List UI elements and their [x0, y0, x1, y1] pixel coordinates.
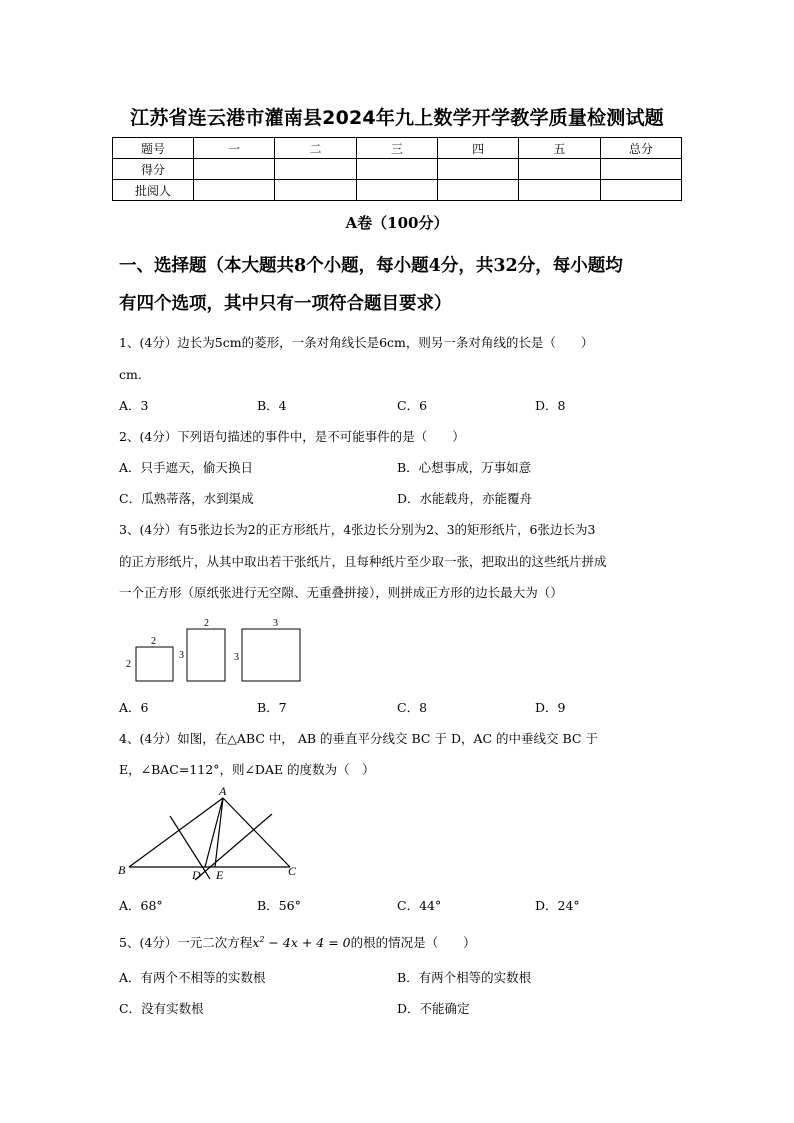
- option-c: C．6: [397, 398, 428, 413]
- question-1-text-cont: cm.: [119, 367, 142, 382]
- option-d: D．水能载舟，亦能覆舟: [397, 491, 533, 506]
- table-cell: [356, 180, 437, 201]
- table-cell: 批阅人: [113, 180, 194, 201]
- option-d: D．不能确定: [397, 1001, 470, 1016]
- rectangle-side-label: 3: [179, 650, 184, 661]
- square-3x3-side-label: 3: [234, 652, 239, 663]
- table-cell: [437, 180, 518, 201]
- table-cell: 三: [356, 138, 437, 159]
- option-a: A．3: [119, 398, 149, 413]
- option-b: B．心想事成，万事如意: [397, 460, 532, 475]
- question-4-text: 4、(4分）如图，在△ABC 中， AB 的垂直平分线交 BC 于 D，AC 的中垂线交 BC 于: [119, 731, 598, 746]
- equation: [252, 935, 350, 950]
- square-3x3-top-label: 3: [273, 618, 278, 629]
- option-b: B．4: [257, 398, 287, 413]
- option-a: A．只手遮天，偷天换日: [119, 460, 254, 475]
- triangle-figure: [112, 782, 312, 882]
- equation-rest: − 4x + 4 = 0: [264, 935, 351, 951]
- option-c: C．44°: [397, 898, 442, 913]
- score-table-header-row: [113, 138, 682, 159]
- point-label-d: D: [192, 868, 201, 882]
- table-cell: [194, 180, 275, 201]
- table-cell: 一: [194, 138, 275, 159]
- option-d: D．8: [535, 398, 566, 413]
- table-cell: [600, 180, 681, 201]
- table-cell: [600, 159, 681, 180]
- square-2x2-side-label: 2: [126, 659, 131, 670]
- perpendicular-bisector-ab: [170, 816, 210, 879]
- question-5-text: [119, 930, 679, 953]
- option-d: D．24°: [535, 898, 580, 913]
- table-cell: [275, 180, 356, 201]
- section-a-heading: A卷（100分）: [345, 214, 449, 232]
- paper-pieces-figure: [120, 615, 310, 690]
- question-5-suffix: 的根的情况是（ ）: [350, 935, 476, 951]
- equation-variable: x: [252, 935, 260, 951]
- perpendicular-bisector-ac: [195, 814, 272, 880]
- option-c: C．8: [397, 700, 428, 715]
- question-3-text-cont2: 一个正方形（原纸张进行无空隙、无重叠拼接），则拼成正方形的边长最大为（）: [119, 585, 563, 600]
- option-d: D．9: [535, 700, 566, 715]
- table-cell: 二: [275, 138, 356, 159]
- option-c: C．没有实数根: [119, 1001, 204, 1016]
- table-cell: [194, 159, 275, 180]
- question-1-text: 1、(4分）边长为5cm的菱形，一条对角线长是6cm，则另一条对角线的长是（ ）: [119, 335, 594, 350]
- option-b: B．56°: [257, 898, 301, 913]
- table-cell: [519, 159, 600, 180]
- score-table-row: [113, 159, 682, 180]
- question-2-text: 2、(4分）下列语句描述的事件中，是不可能事件的是（ ）: [119, 429, 465, 444]
- question-4-text-cont: E，∠BAC=112°，则∠DAE 的度数为（ ）: [119, 762, 375, 777]
- vertex-label-a: A: [219, 784, 227, 798]
- point-label-e: E: [216, 868, 224, 882]
- table-cell: 四: [437, 138, 518, 159]
- table-cell: 题号: [113, 138, 194, 159]
- part1-title-line2: 有四个选项，其中只有一项符合题目要求）: [119, 294, 452, 314]
- segment-ad: [205, 798, 223, 867]
- option-a: A．68°: [119, 898, 163, 913]
- table-cell: [275, 159, 356, 180]
- table-cell: 得分: [113, 159, 194, 180]
- vertex-label-b: B: [118, 863, 126, 877]
- table-cell: [519, 180, 600, 201]
- vertex-label-c: C: [288, 864, 297, 878]
- score-table: [112, 137, 682, 201]
- square-2x2-top-label: 2: [151, 636, 156, 647]
- rectangle-2x3: [187, 629, 225, 681]
- table-cell: [437, 159, 518, 180]
- square-2x2: [136, 647, 173, 681]
- part1-title-line1: 一、选择题（本大题共8个小题，每小题4分，共32分，每小题均: [119, 256, 623, 276]
- question-3-text-cont: 的正方形纸片，从其中取出若干张纸片，且每种纸片至少取一张，把取出的这些纸片拼成: [119, 554, 607, 569]
- table-cell: 总分: [600, 138, 681, 159]
- option-b: B．有两个相等的实数根: [397, 970, 532, 985]
- equation-exponent: 2: [259, 935, 265, 944]
- option-a: A．6: [119, 700, 149, 715]
- question-3-text: 3、(4分）有5张边长为2的正方形纸片，4张边长分别为2、3的矩形纸片，6张边长为3: [119, 522, 596, 537]
- option-c: C．瓜熟蒂落，水到渠成: [119, 491, 254, 506]
- rectangle-top-label: 2: [204, 618, 209, 629]
- question-5-prefix: 5、(4分）一元二次方程: [119, 935, 253, 951]
- score-table-row: [113, 180, 682, 201]
- side-ab: [129, 798, 223, 867]
- option-a: A．有两个不相等的实数根: [119, 970, 266, 985]
- option-b: B．7: [257, 700, 287, 715]
- square-3x3: [242, 629, 300, 681]
- exam-title: 江苏省连云港市灌南县2024年九上数学开学教学质量检测试题: [130, 107, 664, 129]
- table-cell: 五: [519, 138, 600, 159]
- table-cell: [356, 159, 437, 180]
- side-ac: [223, 798, 290, 867]
